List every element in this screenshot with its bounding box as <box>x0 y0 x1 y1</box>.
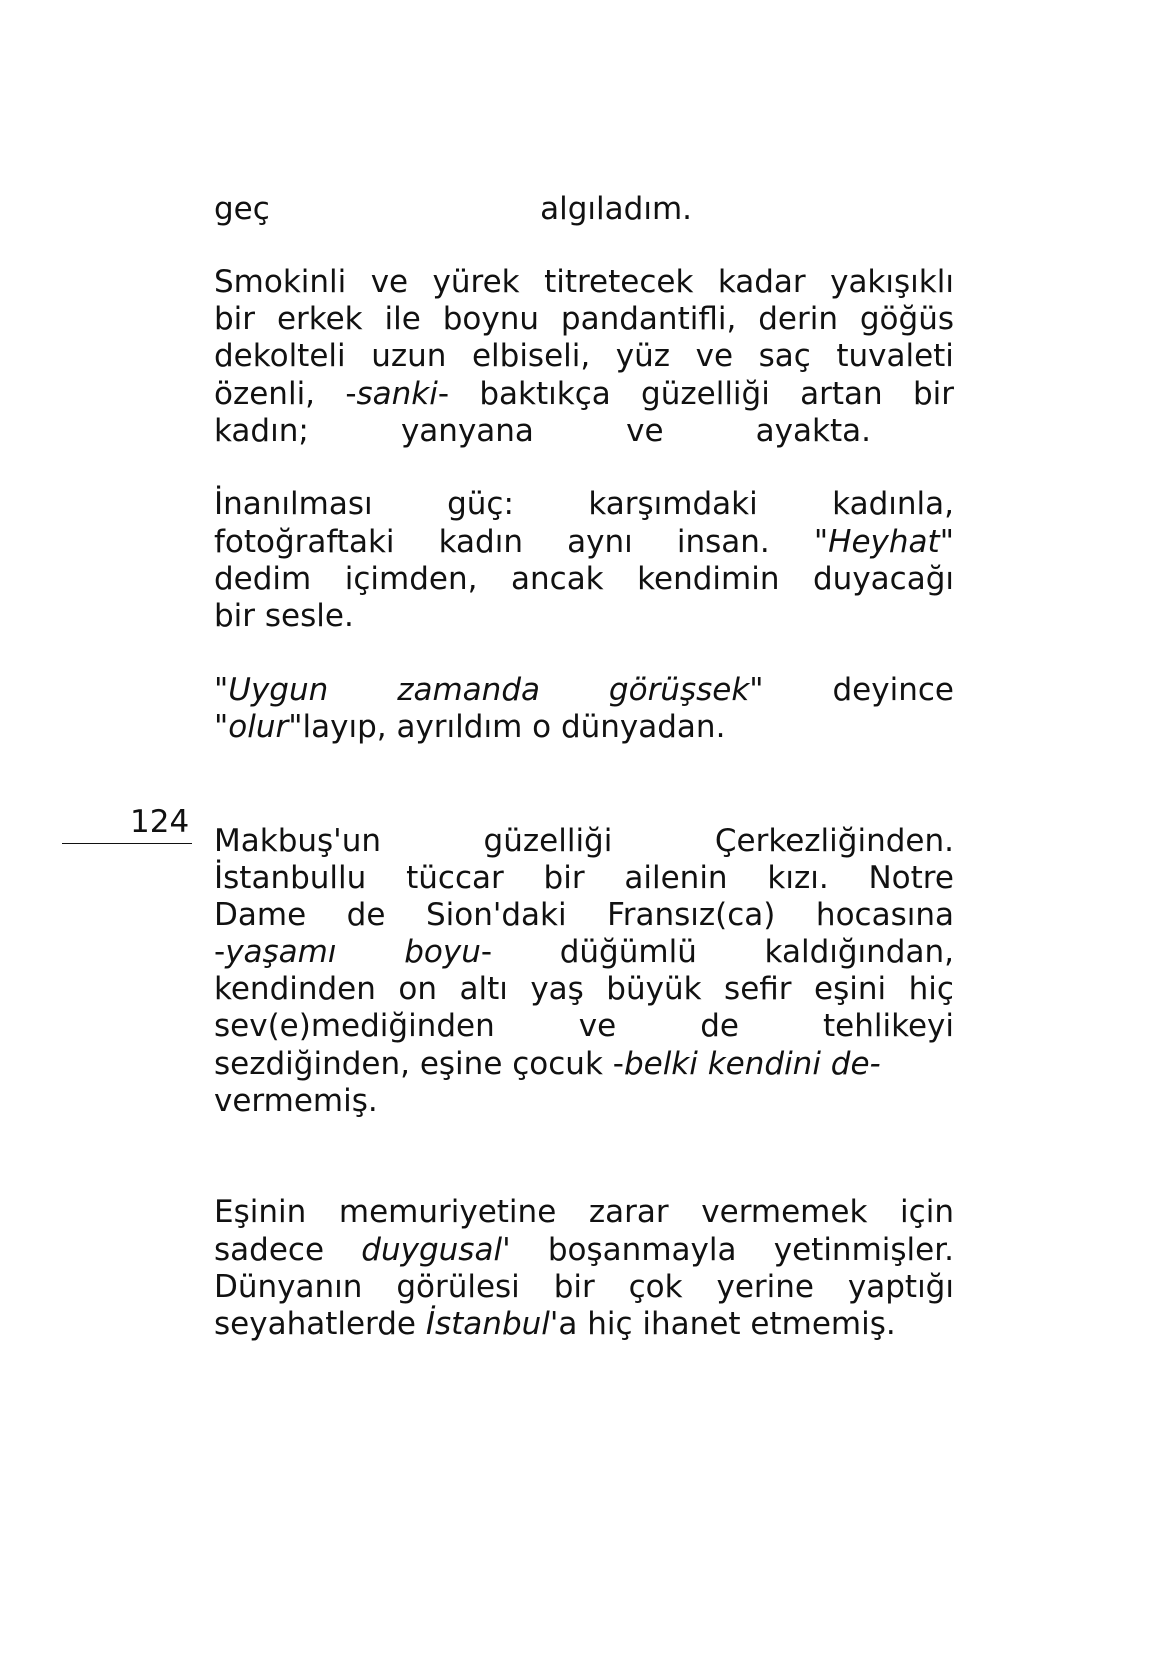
word-italic-group <box>404 933 492 972</box>
word: kadınla, <box>832 486 954 522</box>
italic-word: yaşamı <box>225 934 337 970</box>
text-line <box>214 300 954 339</box>
word: vermemek <box>701 1194 868 1230</box>
word: vermemiş. <box>214 1083 378 1119</box>
text-line <box>214 708 954 747</box>
quote: " <box>749 672 764 708</box>
word: yürek <box>432 264 520 300</box>
quote: " <box>214 672 229 708</box>
text-line <box>214 1193 954 1232</box>
word: kızı. <box>767 860 829 896</box>
text-line <box>214 337 954 376</box>
word: duyacağı <box>813 561 954 597</box>
text-line <box>214 671 954 710</box>
word: kadar <box>717 264 806 300</box>
word: Dünyanın <box>214 1269 363 1305</box>
text-line <box>214 1305 954 1344</box>
word: seyahatlerde <box>214 1306 426 1342</box>
word: zarar <box>588 1194 669 1230</box>
dash: - <box>214 934 226 970</box>
word: uzun <box>371 338 447 374</box>
word: için <box>900 1194 954 1230</box>
word: bir <box>553 1269 595 1305</box>
word: ancak <box>511 561 604 597</box>
word: 'a hiç ihanet etmemiş. <box>549 1306 896 1342</box>
quote: ' <box>502 1232 511 1268</box>
italic-word: boyu <box>404 934 481 970</box>
word-italic-group <box>361 1231 510 1270</box>
word: güzelliği <box>641 376 770 412</box>
text-line <box>214 523 954 562</box>
quote: " <box>214 709 229 745</box>
text-line <box>214 1231 954 1270</box>
text-line <box>214 412 871 451</box>
text-line <box>214 263 954 302</box>
word: ve <box>626 413 664 449</box>
word: de <box>346 897 386 933</box>
word: boynu <box>442 301 540 337</box>
word: aynı <box>567 524 633 560</box>
word: elbiseli, <box>471 338 591 374</box>
text-line <box>214 560 954 599</box>
word: büyük <box>606 971 702 1007</box>
word: de <box>700 1008 739 1044</box>
word: yakışıklı <box>830 264 954 300</box>
word: sadece <box>214 1232 325 1268</box>
dash: - <box>437 376 450 412</box>
word: pandantifli, <box>560 301 737 337</box>
word: bir <box>214 301 256 337</box>
word: ile <box>384 301 421 337</box>
quote: " <box>939 524 954 560</box>
italic-word: belki kendini de <box>623 1046 870 1082</box>
word: ailenin <box>624 860 728 896</box>
italic-word: Uygun <box>228 672 329 708</box>
word: ve <box>578 1008 617 1044</box>
word: Notre <box>868 860 954 896</box>
dash: - <box>345 376 357 412</box>
word: yerine <box>716 1269 814 1305</box>
word: Eşinin <box>214 1194 307 1230</box>
word: artan <box>800 376 883 412</box>
word: geç <box>214 191 270 227</box>
italic-word: görüşsek <box>608 672 750 708</box>
page-number-rule <box>62 843 192 844</box>
text-line <box>214 1007 954 1046</box>
text-line <box>214 970 954 1009</box>
word: tuvaleti <box>836 338 954 374</box>
word: hocasına <box>815 897 954 933</box>
word: ve <box>695 338 734 374</box>
dash: - <box>480 934 493 970</box>
word: tehlikeyi <box>823 1008 954 1044</box>
italic-word: Heyhat <box>828 524 940 560</box>
word: kadın; <box>214 413 309 449</box>
word: eşini <box>814 971 887 1007</box>
word: fotoğraftaki <box>214 524 395 560</box>
italic-word: zamanda <box>397 672 540 708</box>
text-line <box>214 1045 954 1084</box>
italic-word: İstanbul <box>425 1306 550 1342</box>
word: Dame <box>214 897 307 933</box>
word: yaş <box>530 971 584 1007</box>
italic-word: duygusal <box>361 1232 503 1268</box>
word: hiç <box>908 971 954 1007</box>
word: bir <box>912 376 954 412</box>
word: yetinmişler. <box>773 1232 954 1268</box>
text-line <box>214 933 954 972</box>
page-number: 124 <box>130 804 190 840</box>
word: titretecek <box>544 264 694 300</box>
word: yaptığı <box>847 1269 954 1305</box>
word: sefir <box>724 971 792 1007</box>
word: ve <box>370 264 409 300</box>
word: sezdiğinden, eşine çocuk - <box>214 1046 624 1082</box>
word-italic-group <box>814 523 954 562</box>
word-italic-group <box>609 671 764 710</box>
word: bir <box>543 860 585 896</box>
word: kaldığından, <box>764 934 954 970</box>
word: algıladım. <box>540 191 692 227</box>
dash: - <box>869 1046 881 1082</box>
text-line <box>214 859 954 898</box>
word: Sion'daki <box>425 897 567 933</box>
text-line <box>214 896 954 935</box>
text-line <box>214 597 954 636</box>
word: Çerkezliğinden. <box>714 823 954 859</box>
text-line <box>214 1268 954 1307</box>
word: saç <box>758 338 811 374</box>
word: kadın <box>438 524 523 560</box>
word: bir sesle. <box>214 598 354 634</box>
word: altı <box>459 971 508 1007</box>
word: içimden, <box>344 561 478 597</box>
text-line <box>214 375 954 414</box>
text-line <box>214 190 954 229</box>
word: yanyana <box>400 413 534 449</box>
quote: " <box>813 524 829 560</box>
text-line <box>214 822 954 861</box>
word: dekolteli <box>214 338 346 374</box>
word: güç: <box>447 486 514 522</box>
word: boşanmayla <box>547 1232 737 1268</box>
word: dedim <box>214 561 312 597</box>
word: erkek <box>276 301 363 337</box>
word: insan. <box>676 524 770 560</box>
word: derin <box>758 301 838 337</box>
word: Smokinli <box>214 264 347 300</box>
word-italic-group <box>345 375 449 414</box>
word: düğümlü <box>559 934 697 970</box>
word: tüccar <box>406 860 504 896</box>
word: güzelliği <box>483 823 613 859</box>
word: ayakta. <box>755 413 871 449</box>
word: Makbuş'un <box>214 823 381 859</box>
word: baktıkça <box>479 376 611 412</box>
text-line <box>214 1082 954 1121</box>
italic-word: sanki <box>356 376 438 412</box>
word: kendinden <box>214 971 376 1007</box>
word: özenli, <box>214 376 316 412</box>
word: memuriyetine <box>338 1194 557 1230</box>
word: on <box>398 971 437 1007</box>
word: İstanbullu <box>214 860 367 896</box>
text-line <box>214 485 954 524</box>
word: sev(e)mediğinden <box>214 1008 495 1044</box>
word: görülesi <box>396 1269 520 1305</box>
word: "layıp, ayrıldım o dünyadan. <box>288 709 726 745</box>
word-italic-group <box>214 671 328 710</box>
word-italic-group <box>214 933 337 972</box>
word: yüz <box>615 338 671 374</box>
word: İnanılması <box>214 486 373 522</box>
word: kendimin <box>637 561 780 597</box>
word: çok <box>628 1269 683 1305</box>
word: Fransız(ca) <box>607 897 776 933</box>
word: göğüs <box>859 301 954 337</box>
word: karşımdaki <box>588 486 758 522</box>
italic-word: olur <box>228 709 289 745</box>
word: deyince <box>832 672 954 708</box>
